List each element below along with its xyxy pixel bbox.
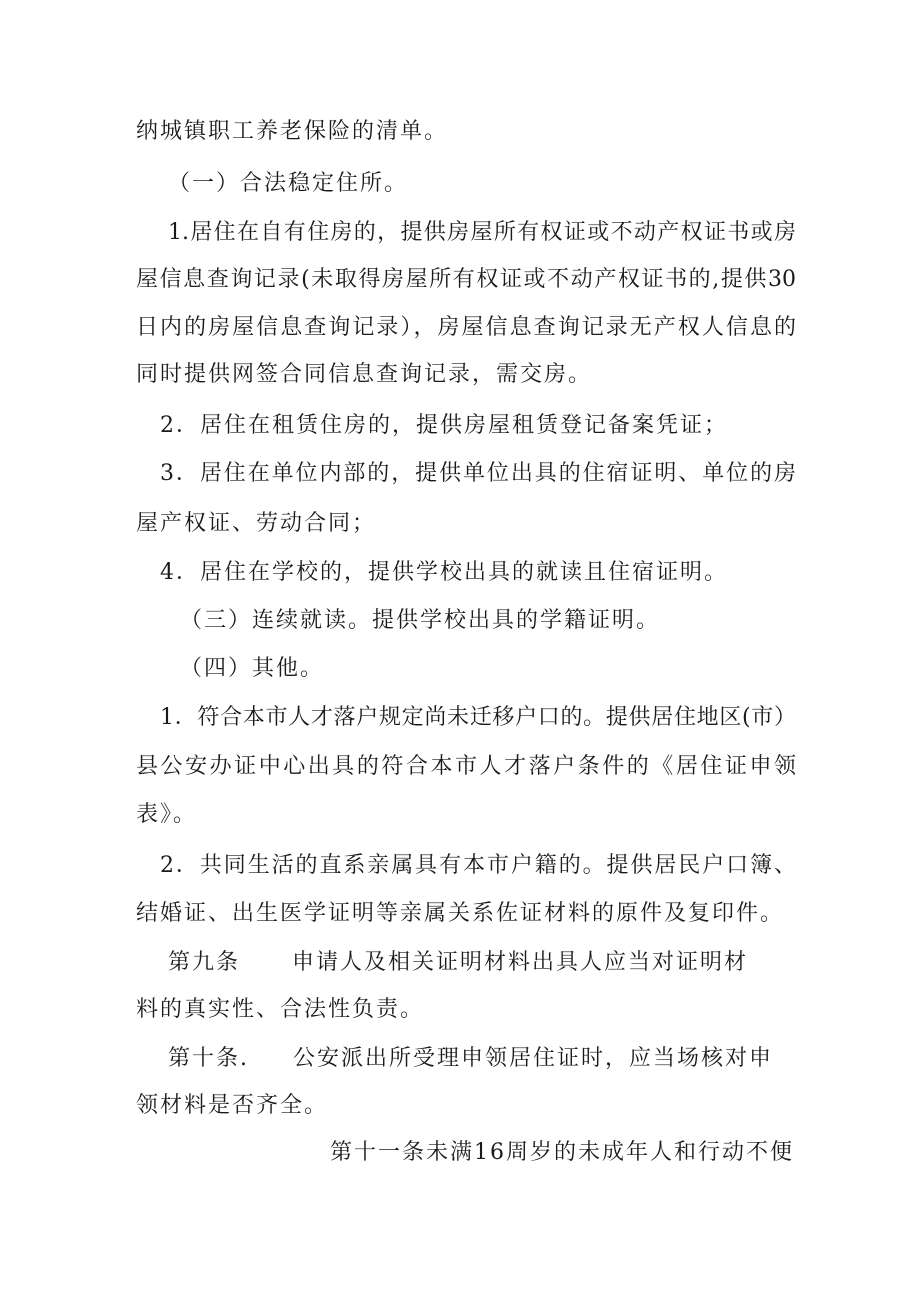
article-10-line-1	[168, 1044, 828, 1074]
paragraph-line: 县公安办证中心出具的符合本市人才落户条件的《居住证申领	[136, 754, 796, 779]
section-heading: （四）其他。	[180, 656, 325, 681]
paragraph-line: 屋产权证、劳动合同；	[136, 511, 377, 536]
paragraph-line: 4．居住在学校的，提供学校出具的就读且住宿证明。	[160, 560, 728, 585]
paragraph-line: 2．共同生活的直系亲属具有本市户籍的。提供居民户口簿、	[160, 853, 796, 878]
article-10-text: 公安派出所受理申领居住证时，应当场核对申	[293, 1046, 774, 1071]
paragraph-line: 结婚证、出生医学证明等亲属关系佐证材料的原件及复印件。	[136, 901, 785, 926]
paragraph-line: 日内的房屋信息查询记录），房屋信息查询记录无产权人信息的	[136, 315, 796, 340]
article-9-text: 申请人及相关证明材料出具人应当对证明材	[292, 950, 749, 975]
paragraph-line: 表》。	[136, 802, 198, 827]
article-9-line-2: 料的真实性、合法性负责。	[136, 997, 425, 1022]
paragraph-line: 1．符合本市人才落户规定尚未迁移户口的。提供居住地区(市）	[160, 705, 796, 730]
section-heading: （一）合法稳定住所。	[168, 171, 409, 196]
paragraph-line: 纳城镇职工养老保险的清单。	[136, 119, 449, 144]
paragraph-line: 1.居住在自有住房的，提供房屋所有权证或不动产权证书或房	[168, 220, 796, 245]
paragraph-line: 3．居住在单位内部的，提供单位出具的住宿证明、单位的房	[160, 461, 796, 486]
paragraph-line: 2．居住在租赁住房的，提供房屋租赁登记备案凭证；	[160, 413, 728, 438]
article-10-line-2: 领材料是否齐全。	[136, 1093, 329, 1118]
article-10-label: 第十条.	[168, 1046, 249, 1071]
paragraph-line: 同时提供网签合同信息查询记录，需交房。	[136, 362, 593, 387]
section-heading: （三）连续就读。提供学校出具的学籍证明。	[180, 608, 661, 633]
article-9-line-1	[168, 948, 828, 978]
paragraph-line: 屋信息查询记录(未取得房屋所有权证或不动产权证书的,提供30	[136, 267, 796, 292]
article-9-label: 第九条	[168, 950, 241, 975]
article-11-line-1: 第十一条未满16周岁的未成年人和行动不便	[330, 1140, 794, 1165]
